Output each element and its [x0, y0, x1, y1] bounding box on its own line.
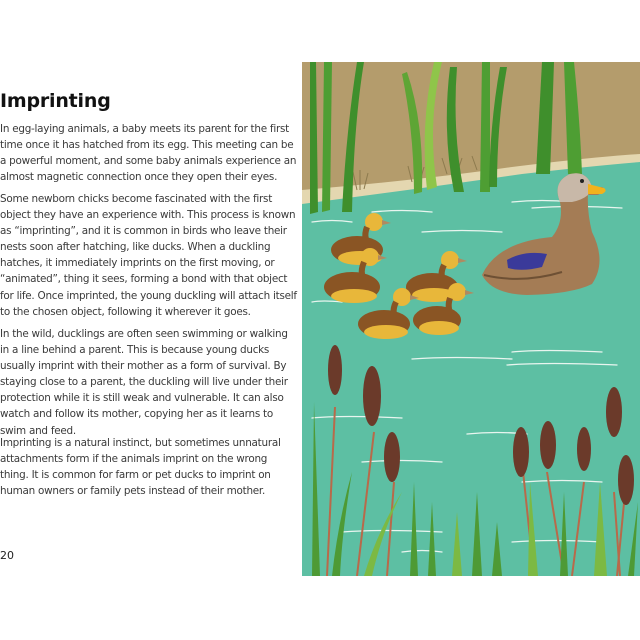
paragraph-intro: In egg-laying animals, a baby meets its parent for the first time once it has hatched from its egg. This meeting can be a powerful moment, and some baby animals experience an almost magnetic connection once they open their eyes. — [0, 123, 297, 184]
paragraph-wild: In the wild, ducklings are often seen swimming or walking in a line behind a parent. This is because young ducks usually imprint with their mother as a form of survival. By staying close to a parent, the duckling will live under their protection while it is still weak and vulnerable. It can also watch and follow its mother, copying her as it learns to swim and feed. — [0, 328, 288, 437]
page-title: Imprinting — [0, 90, 111, 112]
paragraph-process: Some newborn chicks become fascinated with the first object they have an experience with. This process is known as “imprinting”, and it is common in birds who leave their nests soon after hatching, like ducks. When a duckling hatches, it immediately imprints on the first moving, or “animated”, thing it sees, forming a bond with that object for life. Once imprinted, the young duckling will attach itself to the chosen object, following it wherever it goes. — [0, 193, 297, 318]
duck-pond-illustration — [302, 62, 640, 576]
text-page — [0, 0, 300, 640]
paragraph-unnatural: Imprinting is a natural instinct, but sometimes unnatural attachments form if the animals imprint on the wrong thing. It is common for farm or pet ducks to imprint on human owners or family pets instead of their mother. — [0, 437, 281, 498]
page-number: 20 — [0, 549, 14, 562]
